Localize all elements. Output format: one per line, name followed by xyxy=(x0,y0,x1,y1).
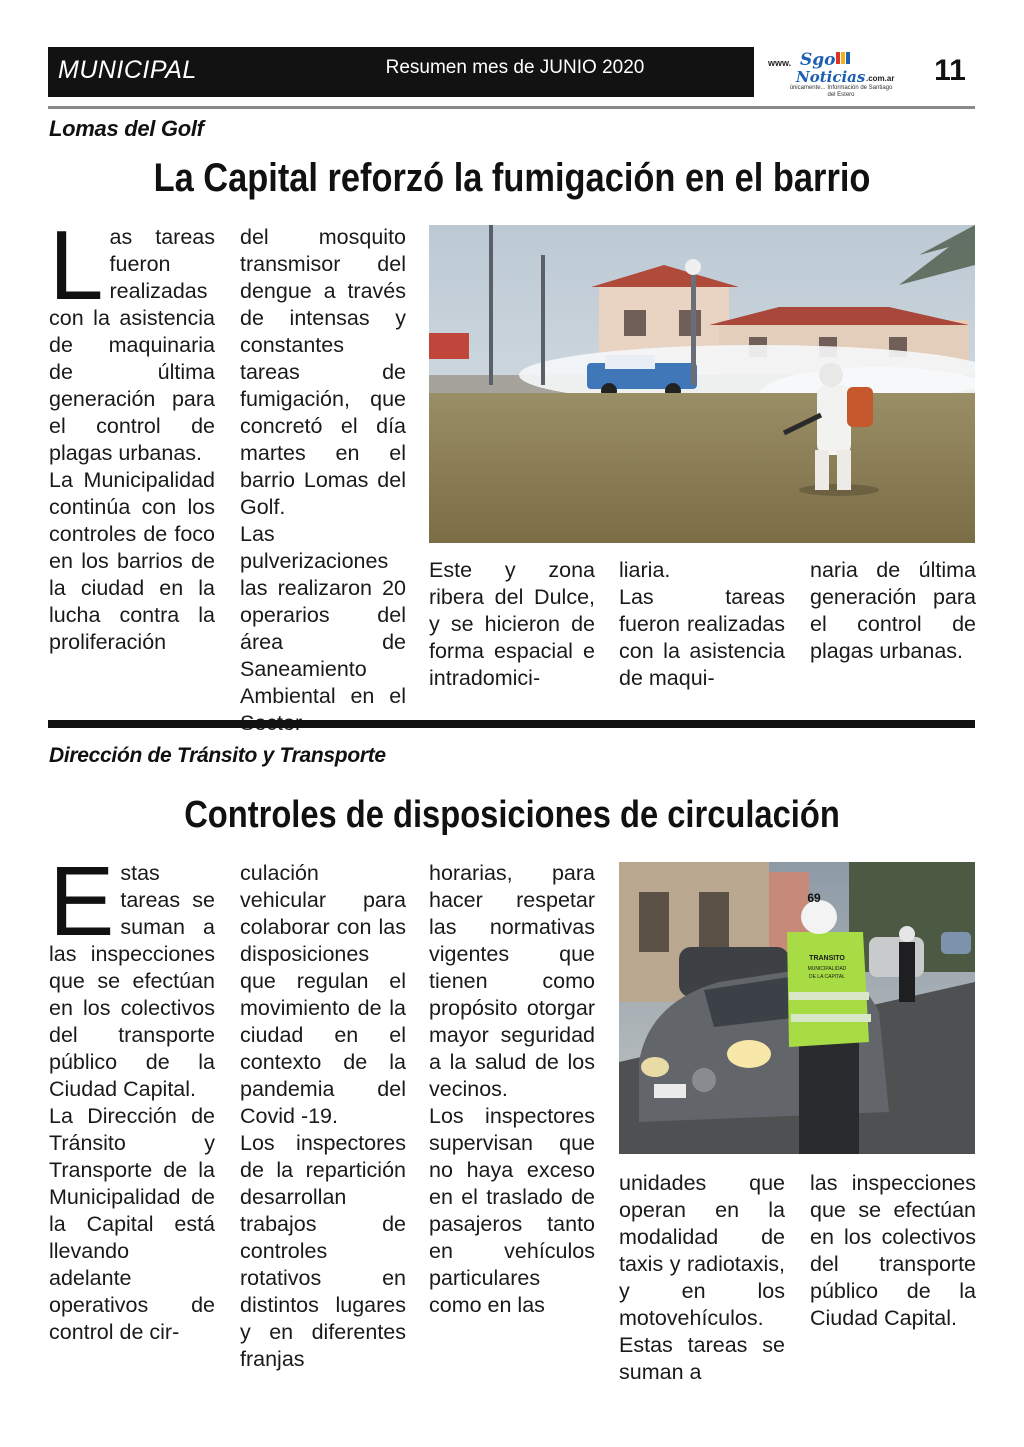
article2-kicker: Dirección de Tránsito y Transporte xyxy=(49,744,386,767)
svg-text:TRANSITO: TRANSITO xyxy=(809,955,845,962)
article2-col1-paragraph-2: La Dirección de Tránsito y Transporte de la Municipalidad de la Capital está llevando adelante operativos de control de cir- xyxy=(49,1104,215,1344)
article2-column-2 xyxy=(240,860,406,1373)
logo-www: www. xyxy=(768,58,792,68)
article-divider xyxy=(48,720,975,728)
logo-domain: .com.ar xyxy=(866,74,895,83)
article2-col2-paragraph-2: Los inspectores de la repartición desarrollan trabajos de controles rotativos en distintos lugares y en diferentes franjas xyxy=(240,1131,406,1371)
article1-column-4 xyxy=(619,557,785,692)
article1-headline: La Capital reforzó la fumigación en el barrio xyxy=(153,156,871,200)
traffic-control-photo-illustration xyxy=(619,862,975,1154)
fumigation-photo-illustration xyxy=(429,225,975,543)
article1-col2-paragraph: del mosquito transmisor del dengue a través de intensas y constantes tareas de fumigación, que concretó el día martes en el barrio Lomas del Golf. xyxy=(240,225,406,519)
article2-column-5 xyxy=(810,1170,976,1332)
article1-dropcap: L xyxy=(49,210,104,320)
article1-col4-paragraph-2: Las tareas fueron realizadas con la asistencia de maqui- xyxy=(619,585,785,690)
article2-column-4 xyxy=(619,1170,785,1386)
svg-text:MUNICIPALIDAD: MUNICIPALIDAD xyxy=(807,966,847,972)
article2-col4-paragraph: unidades que operan en la modalidad de taxis y radiotaxis, y en los motovehículos. Estas tareas se suman a xyxy=(619,1171,785,1384)
article2-col3-paragraph: horarias, para hacer respetar las normativas vigentes que tienen como propósito otorgar mayor seguridad a la salud de los vecinos. xyxy=(429,861,595,1101)
article1-col4-paragraph: liaria. xyxy=(619,558,671,582)
header-divider xyxy=(48,106,975,109)
article1-kicker: Lomas del Golf xyxy=(49,116,204,141)
article2-column-3 xyxy=(429,860,595,1319)
article1-col1-paragraph-2: La Municipalidad continúa con los controles de foco en los barrios de la ciudad en la lucha contra la proliferación xyxy=(49,468,215,654)
article1-col2-paragraph-2: Las pulverizaciones las realizaron 20 operarios del área de Saneamiento Ambiental en el xyxy=(240,522,406,708)
article1-col5-paragraph: naria de última generación para el control de plagas urbanas. xyxy=(810,558,976,663)
article2-col3-paragraph-2: Los inspectores supervisan que no haya exceso en el traslado de pasajeros tanto en vehículos particulares como en las xyxy=(429,1104,595,1317)
article1-column-3 xyxy=(429,557,595,692)
article1-column-2 xyxy=(240,224,406,737)
logo-mark-icon xyxy=(836,52,850,64)
section-name: MUNICIPAL xyxy=(58,56,197,84)
traffic-control-photo xyxy=(619,862,975,1154)
logo-sgo: Sgo xyxy=(800,50,836,70)
helmet-number: 69 xyxy=(807,891,821,905)
page-number: 11 xyxy=(934,54,966,87)
article2-headline: Controles de disposiciones de circulación xyxy=(184,794,840,836)
article2-col1-paragraph: stas tareas se suman a las inspecciones que se efectúan en los colectivos del transporte público de la Ciudad Capital. xyxy=(49,861,215,1101)
article2-col5-paragraph: las inspecciones que se efectúan en los colectivos del transporte público de la Ciudad Capital. xyxy=(810,1171,976,1330)
article2-col2-paragraph: culación vehicular para colaborar con las disposiciones que regulan el movimiento de la ciudad en el contexto de la pandemia del Covid -19. xyxy=(240,861,406,1128)
article1-col1-paragraph: as tareas fueron realizadas con la asistencia de maquinaria de última generación para el control de plagas urbanas. xyxy=(49,225,215,465)
article1-column-1 xyxy=(49,210,215,656)
issue-summary: Resumen mes de JUNIO 2020 xyxy=(385,57,645,78)
logo-noticias: Noticias xyxy=(796,68,866,86)
fumigation-photo xyxy=(429,225,975,543)
logo-tagline: únicamente... Información de Santiago del Estero xyxy=(789,85,893,98)
sgo-noticias-logo xyxy=(764,48,914,100)
article2-dropcap: E xyxy=(49,846,115,956)
article1-col3-paragraph: Este y zona ribera del Dulce, y se hicieron de forma espacial e intradomici- xyxy=(429,558,595,690)
svg-text:DE LA CAPITAL: DE LA CAPITAL xyxy=(808,974,846,980)
article1-column-5 xyxy=(810,557,976,665)
article2-column-1 xyxy=(49,846,215,1346)
